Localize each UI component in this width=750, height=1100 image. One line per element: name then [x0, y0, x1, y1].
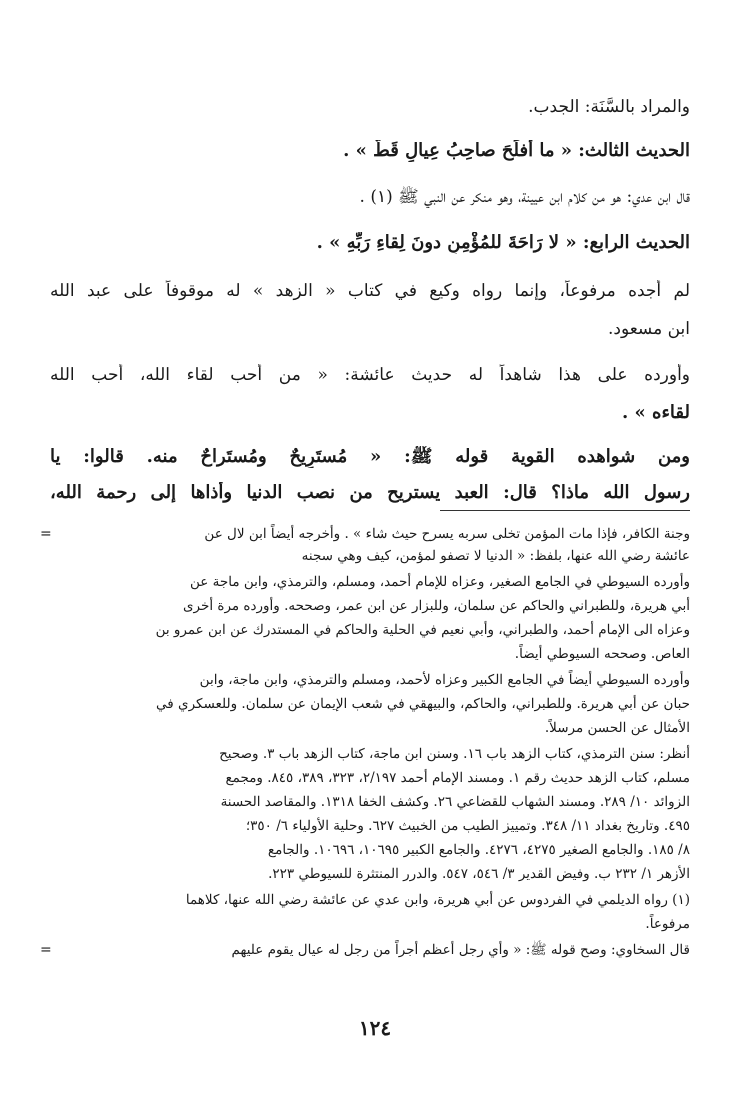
- footnote-line: (١) رواه الديلمي في الفردوس عن أبي هريرة، وابن عدي عن عائشة رضي الله عنها، كلاهما: [185, 892, 690, 908]
- main-text-line: والمراد بالسَّنَة: الجدب.: [528, 97, 690, 117]
- main-text-line: ومن شواهده القوية قوله ﷺ: « مُستَرِيحٌ ومُستَراحٌ منه. قالوا: يا: [50, 446, 690, 467]
- footnote-line: الزوائد ١٠/ ٢٨٩. ومسند الشهاب للقضاعي ٢٦. وكشف الخفا ١٣١٨. والمقاصد الحسنة: [220, 794, 690, 810]
- footnote-line: قال السخاوي: وصح قوله ﷺ: « وأي رجل أعظم أجراً من رجل له عيال يقوم عليهم: [231, 942, 690, 958]
- footnote-line: وأورده السيوطي في الجامع الصغير، وعزاه للإمام أحمد، ومسلم، والترمذي، وابن ماجة عن: [190, 574, 690, 590]
- main-text-line: رسول الله ماذا؟ قال: العبد يستريح من نصب الدنيا وأذاها إلى رحمة الله،: [50, 482, 690, 503]
- main-text-line: وأورده على هذا شاهداً له حديث عائشة: « من أحب لقاء الله، أحب الله: [50, 365, 690, 385]
- footnote-line: عائشة رضي الله عنها، بلفظ: « الدنيا لا تصفو لمؤمن، كيف وهي سجنه: [301, 548, 690, 564]
- footnote-line: مسلم، كتاب الزهد حديث رقم ١. ومسند الإمام أحمد ٢/١٩٧، ٣٢٣، ٣٨٩، ٨٤٥. ومجمع: [225, 770, 690, 786]
- main-text-line: لقاءه » .: [621, 402, 690, 423]
- main-text-line: لم أجده مرفوعاً، وإنما رواه وكيع في كتاب « الزهد » له موقوفاً على عبد الله: [50, 281, 690, 301]
- footnote-line: حبان عن أبي هريرة. وللطبراني، والحاكم، والبيهقي في شعب الإيمان عن سلمان. وللعسكري في: [156, 696, 690, 712]
- footnote-line: ٨/ ١٨٥. والجامع الصغير ٤٢٧٥، ٤٢٧٦. والجامع الكبير ١٠٦٩٥، ١٠٦٩٦. والجامع: [267, 842, 690, 858]
- footnote-continues-marker: =: [40, 942, 52, 958]
- main-text-line: الحديث الرابع: « لا رَاحَةَ للمُؤْمِنِ دونَ لِقاءِ رَبِّهِ » .: [316, 232, 690, 253]
- footnote-continuation-marker: =: [40, 526, 52, 542]
- footnote-line: العاص. وصححه السيوطي أيضاً.: [514, 646, 690, 662]
- footnote-line: الأزهر ١/ ٢٣٢ ب. وفيض القدير ٣/ ٥٤٦، ٥٤٧. والدرر المنتثرة للسيوطي ٢٢٣.: [268, 866, 690, 882]
- footnote-line: وأورده السيوطي أيضاً في الجامع الكبير وعزاه لأحمد، ومسلم والترمذي، وابن ماجة، وابن: [199, 672, 690, 688]
- footnote-line: أبي هريرة، وللطبراني والحاكم عن سلمان، وللبزار عن ابن عمر، وصححه. وأورده مرة أخرى: [182, 598, 690, 614]
- footnote-separator: [440, 510, 690, 511]
- footnote-line: الأمثال عن الحسن مرسلاً.: [544, 720, 690, 736]
- page-number: ١٢٤: [358, 1016, 392, 1040]
- footnote-line: أنظر: سنن الترمذي، كتاب الزهد باب ١٦. وسنن ابن ماجة، كتاب الزهد باب ٣. وصحيح: [219, 746, 690, 762]
- footnote-line: ٤٩٥. وتاريخ بغداد ١١/ ٣٤٨. وتمييز الطيب من الخبيث ٦٢٧. وحلية الأولياء ٦/ ٣٥٠؛: [245, 818, 690, 834]
- footnote-line: وجنة الكافر، فإذا مات المؤمن تخلى سربه يسرح حيث شاء » . وأخرجه أيضاً ابن لال عن: [204, 526, 690, 542]
- footnote-line: مرفوعاً.: [645, 916, 690, 932]
- main-text-line: ابن مسعود.: [607, 319, 690, 339]
- main-text-line: قال ابن عدي: هو من كلام ابن عيينة، وهو منكر عن النبي ﷺ (١) .: [359, 187, 690, 207]
- footnote-line: وعزاه الى الإمام أحمد، والطبراني، وأبي نعيم في الحلية والحاكم في المستدرك عن ابن عمرو بن: [155, 622, 690, 638]
- main-text-line: الحديث الثالث: « ما أفلَحَ صاحِبُ عِيالٍ قَطّ » .: [343, 140, 690, 161]
